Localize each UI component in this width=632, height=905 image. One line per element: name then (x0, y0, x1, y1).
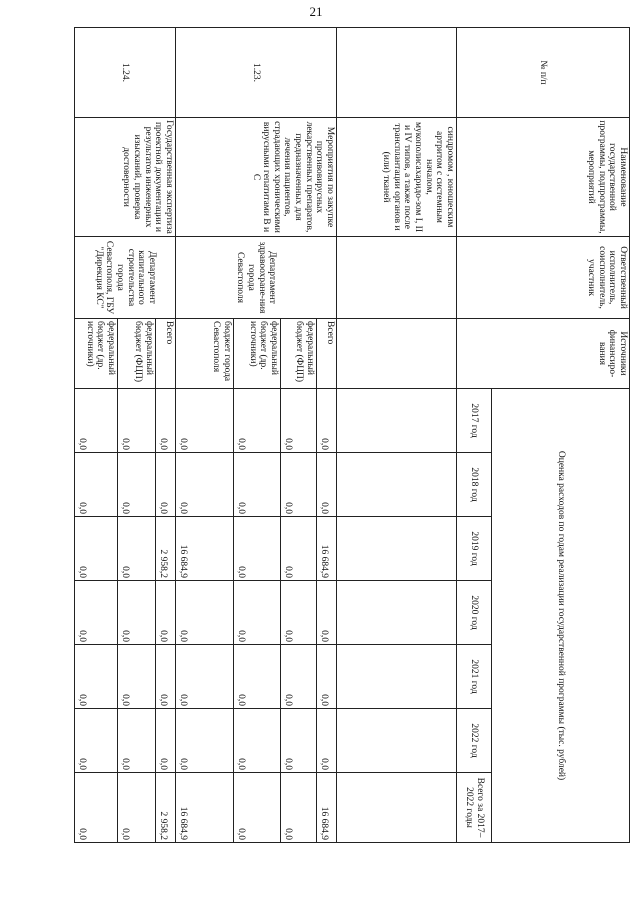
source-cell: Всего (156, 319, 176, 389)
value-cell: 2 958,2 (156, 517, 176, 581)
value-cell: 2 958,2 (156, 773, 176, 843)
value-cell: 0,0 (234, 517, 281, 581)
item-124-executor: Департамент капитального строительства города Севастополя, ГБУ "Дирекция КС" (75, 237, 176, 319)
value-cell: 0,0 (118, 517, 156, 581)
value-cell: 0,0 (317, 709, 337, 773)
header-estimate: Оценка расходов по годам реализации государственной программы (тыс. рублей) (492, 389, 630, 843)
header-source: Источники финансиро-вания (457, 319, 630, 389)
page-number: 21 (309, 4, 323, 19)
source-cell: федеральный бюджет (др. источники) (234, 319, 281, 389)
value-cell: 0,0 (75, 709, 118, 773)
value-cell: 0,0 (118, 709, 156, 773)
value-cell: 0,0 (75, 581, 118, 645)
value-cell: 0,0 (281, 453, 317, 517)
header-year-2022: 2022 год (457, 709, 492, 773)
value-cell: 0,0 (75, 773, 118, 843)
header-year-2019: 2019 год (457, 517, 492, 581)
item-123-executor: Департамент здравоохране-ния города Севастополя (176, 237, 337, 319)
value-cell: 0,0 (281, 773, 317, 843)
value-cell: 0,0 (234, 645, 281, 709)
item-124-name: Государственная экспертиза проектной документации и результатов инженерных изысканий, проверка достоверности (75, 118, 176, 237)
value-cell: 0,0 (118, 581, 156, 645)
header-year-2018: 2018 год (457, 453, 492, 517)
table-row (317, 28, 337, 843)
value-cell: 0,0 (118, 389, 156, 453)
source-cell: федеральный бюджет (ФЦП) (281, 319, 317, 389)
item-124-num: 1.24. (75, 28, 176, 118)
value-cell: 0,0 (317, 645, 337, 709)
header-year-2017: 2017 год (457, 389, 492, 453)
header-year-2021: 2021 год (457, 645, 492, 709)
value-cell: 0,0 (75, 453, 118, 517)
value-cell: 0,0 (234, 709, 281, 773)
continuation-name: синдромом , юношеским артритом с системным началом, мукополисахаридо-зом I, II и IV типов, а также после трансплантации органов и (или) тканей (337, 118, 457, 237)
value-cell: 0,0 (234, 773, 281, 843)
value-cell: 0,0 (281, 709, 317, 773)
value-cell: 0,0 (317, 581, 337, 645)
value-cell: 0,0 (281, 581, 317, 645)
value-cell: 0,0 (317, 453, 337, 517)
item-123-num: 1.23. (176, 28, 337, 118)
table-row (337, 28, 457, 843)
value-cell: 16 684,9 (176, 773, 234, 843)
value-cell: 0,0 (234, 389, 281, 453)
header-executor: Ответственный исполнитель, соисполнитель, участник (457, 237, 630, 319)
value-cell: 16 684,9 (317, 773, 337, 843)
value-cell: 0,0 (317, 389, 337, 453)
value-cell: 0,0 (281, 389, 317, 453)
header-name: Наименование государственной программы, подпрограммы, мероприятий (457, 118, 630, 237)
source-cell: Всего (317, 319, 337, 389)
value-cell: 0,0 (118, 773, 156, 843)
header-num: № п/п (457, 28, 630, 118)
value-cell: 0,0 (176, 709, 234, 773)
table-row (156, 28, 176, 843)
item-123-name: Мероприятия по закупке противовирусных лекарственных препаратов, предназначенных для лечения пациентов, страдающих хроническими вирусными гепатитами В и С (176, 118, 337, 237)
rotated-table-wrapper (76, 27, 630, 842)
value-cell: 0,0 (176, 389, 234, 453)
source-cell: федеральный бюджет (ФЦП) (118, 319, 156, 389)
value-cell: 0,0 (281, 517, 317, 581)
value-cell: 0,0 (156, 453, 176, 517)
header-year-2020: 2020 год (457, 581, 492, 645)
value-cell: 0,0 (75, 517, 118, 581)
source-cell: бюджет города Севастополя (176, 319, 234, 389)
value-cell: 16 684,9 (317, 517, 337, 581)
value-cell: 0,0 (176, 581, 234, 645)
value-cell: 0,0 (176, 645, 234, 709)
value-cell: 0,0 (75, 389, 118, 453)
value-cell: 0,0 (75, 645, 118, 709)
value-cell: 0,0 (156, 389, 176, 453)
value-cell: 0,0 (176, 453, 234, 517)
header-total: Всего за 2017–2022 годы (457, 773, 492, 843)
value-cell: 0,0 (156, 581, 176, 645)
value-cell: 0,0 (156, 709, 176, 773)
value-cell: 0,0 (118, 453, 156, 517)
value-cell: 0,0 (118, 645, 156, 709)
source-cell: федеральный бюджет (др. источники) (75, 319, 118, 389)
value-cell: 0,0 (234, 581, 281, 645)
value-cell: 0,0 (234, 453, 281, 517)
budget-table (74, 27, 630, 843)
value-cell: 0,0 (156, 645, 176, 709)
value-cell: 0,0 (281, 645, 317, 709)
value-cell: 16 684,9 (176, 517, 234, 581)
